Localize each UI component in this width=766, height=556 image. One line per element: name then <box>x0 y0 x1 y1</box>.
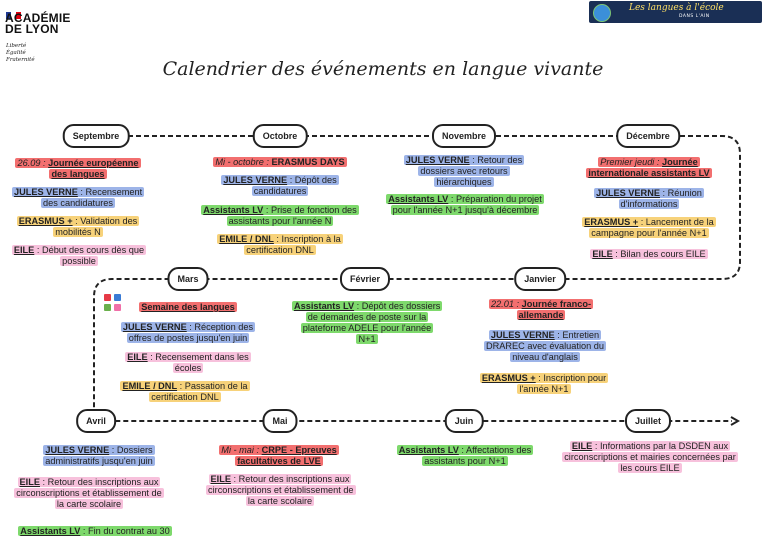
event-key: EILE <box>127 352 148 362</box>
event-text: : Prise de fonction des assistants pour l'année N <box>228 205 357 226</box>
event-date: 22.01 : <box>490 299 522 309</box>
event-text: : Entretien DRAREC avec évaluation du niveau d'anglais <box>486 330 604 362</box>
event-text: : Informations par la DSDEN aux circonscriptions et mairies concernées par les cours EILE <box>564 441 736 473</box>
event-key: Journée européenne des langues <box>48 158 139 179</box>
event-jules-verne-reunion <box>584 188 714 210</box>
event-key: EILE <box>19 477 40 487</box>
month-octobre: Octobre <box>253 124 308 148</box>
event-key: Assistants LV <box>294 301 355 311</box>
event-text: : Dépôt des dossiers de demandes de poste sur la plateforme ADELE pour l'année N+1 <box>302 301 441 344</box>
event-eile-recensement <box>112 352 264 374</box>
arrow-head-icon <box>731 417 738 425</box>
month-mars: Mars <box>167 267 208 291</box>
event-jules-verne-dossiers <box>28 445 170 467</box>
event-key: ERASMUS DAYS <box>271 157 345 167</box>
event-text: : Recensement des candidatures <box>43 187 143 208</box>
month-juillet: Juillet <box>625 409 671 433</box>
event-eile-bilan <box>580 249 718 260</box>
event-date: Mi - octobre : <box>215 157 272 167</box>
event-text: : Retour des inscriptions aux circonscriptions et établissement de la carte scolaire <box>16 477 162 509</box>
month-novembre: Novembre <box>432 124 496 148</box>
banner-title: Les langues à l'école <box>629 3 724 13</box>
month-avril: Avril <box>76 409 116 433</box>
event-date: Premier jeudi : <box>600 157 663 167</box>
event-key: ERASMUS + <box>18 216 73 226</box>
event-key: JULES VERNE <box>405 155 470 165</box>
event-text: : Inscription pour l'année N+1 <box>519 373 607 394</box>
event-text: : Réception des offres de postes jusqu'en juin <box>128 322 254 343</box>
event-semaine-langues <box>128 302 248 313</box>
event-text: : Retour des dossiers avec retours hiérarchiques <box>420 155 523 187</box>
event-key: Assistants LV <box>203 205 264 215</box>
motto-egalite: Égalité <box>6 50 26 56</box>
event-key: Journée franco-allemande <box>518 299 592 320</box>
event-jules-verne-entretien <box>472 330 618 363</box>
event-erasmus-inscription <box>468 373 620 395</box>
event-emile-dnl-passation <box>106 381 264 403</box>
event-key: Assistants LV <box>20 526 81 536</box>
month-decembre: Décembre <box>616 124 680 148</box>
page-title: Calendrier des événements en langue vivante <box>162 58 604 80</box>
event-jules-verne-depot <box>212 175 348 197</box>
event-text: : Affectations des assistants pour N+1 <box>424 445 532 466</box>
event-erasmus-lancement <box>572 217 726 239</box>
event-key: EMILE / DNL <box>122 381 178 391</box>
event-key: Semaine des langues <box>141 302 235 312</box>
event-text: : Passation de la certification DNL <box>151 381 248 402</box>
event-key: Assistants LV <box>388 194 449 204</box>
event-key: EILE <box>210 474 231 484</box>
event-key: CRPE - Epreuves facultatives de LVE <box>237 445 337 466</box>
event-key: JULES VERNE <box>45 445 110 455</box>
month-juin: Juin <box>445 409 484 433</box>
event-text: : Dossiers administratifs jusqu'en juin <box>45 445 153 466</box>
event-eile-debut <box>10 245 148 267</box>
event-key: EMILE / DNL <box>219 234 274 244</box>
event-eile-informations <box>562 441 738 474</box>
event-text: : Préparation du projet pour l'année N+1 jusqu'à décembre <box>392 194 542 215</box>
event-date: 26.09 : <box>17 158 49 168</box>
event-text: : Dépôt des candidatures <box>253 175 337 196</box>
event-text: : Bilan des cours EILE <box>612 249 706 259</box>
motto-liberte: Liberté <box>6 43 27 49</box>
event-text: : Lancement de la campagne pour l'année N+1 <box>591 217 714 238</box>
month-janvier: Janvier <box>514 267 566 291</box>
event-assistants-preparation <box>386 194 544 216</box>
event-jules-verne-offres <box>110 322 266 344</box>
event-key: EILE <box>13 245 35 255</box>
event-text: : Recensement dans les écoles <box>147 352 249 373</box>
banner-subtitle: DANS L'AIN <box>679 14 710 19</box>
colored-squares-icon <box>104 294 124 314</box>
event-assistants-fin-contrat <box>10 526 180 537</box>
event-jules-verne-retour <box>392 155 536 188</box>
event-key: JULES VERNE <box>223 175 288 185</box>
event-key: JULES VERNE <box>596 188 660 198</box>
event-key: Journée internationale assistants LV <box>588 157 710 178</box>
academie-line1: ACADÉMIE <box>5 11 71 25</box>
event-journee-europeenne <box>8 158 148 180</box>
month-fevrier: Février <box>340 267 390 291</box>
event-assistants-depot <box>292 301 442 345</box>
event-erasmus-days <box>200 157 360 168</box>
month-mai: Mai <box>262 409 297 433</box>
event-jules-verne-recensement <box>12 187 144 209</box>
event-journee-assistants <box>574 157 724 179</box>
event-journee-franco-allemande <box>476 299 606 321</box>
event-eile-retour-avril <box>14 477 164 510</box>
motto-fraternite: Fraternité <box>6 57 35 63</box>
event-assistants-prise-fonction <box>194 205 366 227</box>
event-eile-retour-mai <box>206 474 354 507</box>
event-key: JULES VERNE <box>122 322 187 332</box>
event-date: Mi - mai : <box>221 445 262 455</box>
event-emile-dnl-inscription <box>200 234 360 256</box>
event-erasmus-validation <box>12 216 144 238</box>
event-text: : Retour des inscriptions aux circonscriptions et établissement de la carte scolaire <box>208 474 354 506</box>
event-text: : Début des cours dès que possible <box>34 245 145 266</box>
event-text: : Fin du contrat au 30 <box>80 526 170 536</box>
event-assistants-affectations <box>384 445 546 467</box>
event-key: ERASMUS + <box>481 373 536 383</box>
event-key: EILE <box>571 441 593 451</box>
event-text: : Validation des mobilités N <box>55 216 138 237</box>
event-key: JULES VERNE <box>490 330 555 340</box>
event-key: ERASMUS + <box>584 217 639 227</box>
event-crpe-epreuves <box>204 445 354 467</box>
event-key: EILE <box>592 249 613 259</box>
event-text: : Inscription à la certification DNL <box>246 234 341 255</box>
event-text: : Réunion d'informations <box>620 188 702 209</box>
event-key: Assistants LV <box>398 445 459 455</box>
month-septembre: Septembre <box>63 124 130 148</box>
event-key: JULES VERNE <box>14 187 78 197</box>
academie-line2: DE LYON <box>5 22 59 36</box>
